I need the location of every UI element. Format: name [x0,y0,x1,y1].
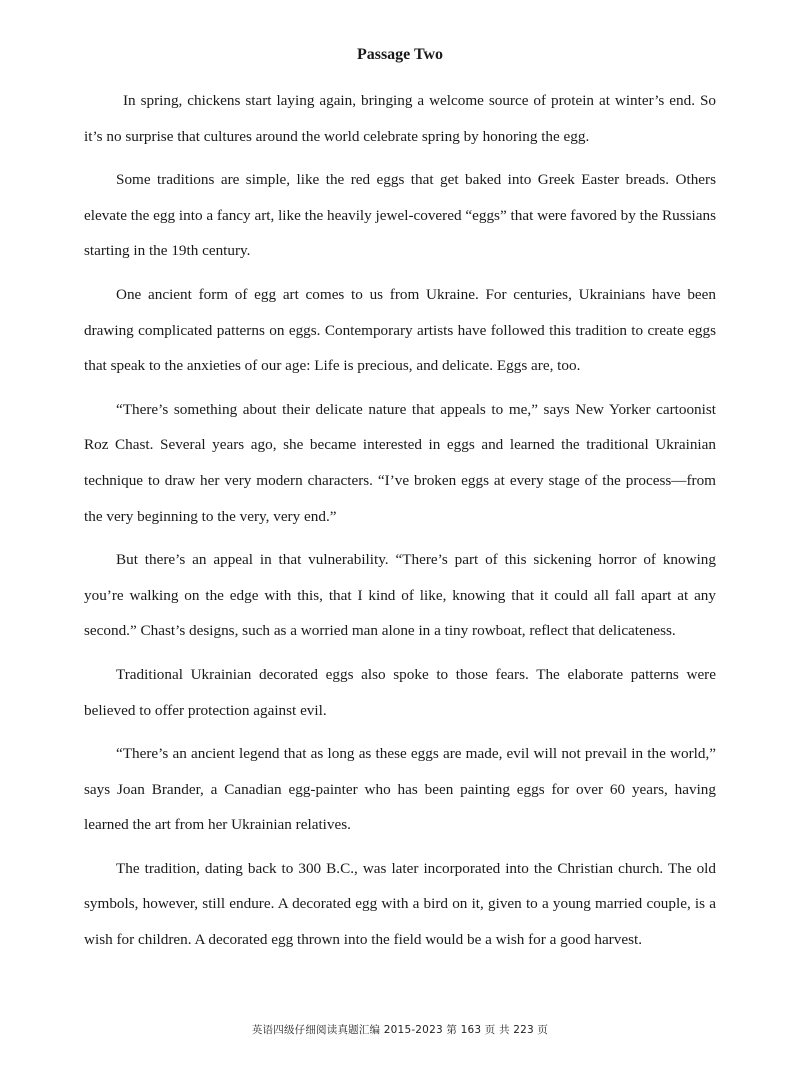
paragraph-5: But there’s an appeal in that vulnerability. “There’s part of this sickening horror of knowing you’re walking on the edge with this, that I kind of like, knowing that it could all fall apart at any second.” Chast’s designs, such as a worried man alone in a tiny rowboat, reflect that delicateness. [84,551,716,640]
paragraph-1: In spring, chickens start laying again, bringing a welcome source of protein at winter’s end. So it’s no surprise that cultures around the world celebrate spring by honoring the egg. [84,92,716,145]
paragraph-4: “There’s something about their delicate nature that appeals to me,” says New Yorker cartoonist Roz Chast. Several years ago, she became interested in eggs and learned the traditional Ukrainian technique to draw her very modern characters. “I’ve broken eggs at every stage of the process—from the very beginning to the very, very end.” [84,400,716,525]
paragraph-3: One ancient form of egg art comes to us from Ukraine. For centuries, Ukrainians have been drawing complicated patterns on eggs. Contemporary artists have followed this tradition to create eggs that speak to the anxieties of our age: Life is precious, and delicate. Eggs are, too. [84,285,716,375]
paragraph-6: Traditional Ukrainian decorated eggs also spoke to those fears. The elaborate patterns were believed to offer protection against evil. [84,665,716,719]
page-footer: 英语四级仔细阅读真题汇编 2015-2023 第 163 页 共 223 页 [251,1024,549,1036]
paragraph-7: “There’s an ancient legend that as long as these eggs are made, evil will not prevail in the world,” says Joan Brander, a Canadian egg-painter who has been painting eggs for over 60 years, having learned the art from her Ukrainian relatives. [84,745,716,834]
paragraph-2: Some traditions are simple, like the red eggs that get baked into Greek Easter breads. Others elevate the egg into a fancy art, like the heavily jewel-covered “eggs” that were favored by the Russians starting in the 19th century. [84,171,716,260]
passage-title: Passage Two [356,46,444,63]
passage-body [84,83,716,958]
paragraph-8: The tradition, dating back to 300 B.C., was later incorporated into the Christian church. The old symbols, however, still endure. A decorated egg with a bird on it, given to a young married couple, is a wish for children. A decorated egg thrown into the field would be a wish for a good harvest. [84,859,716,949]
